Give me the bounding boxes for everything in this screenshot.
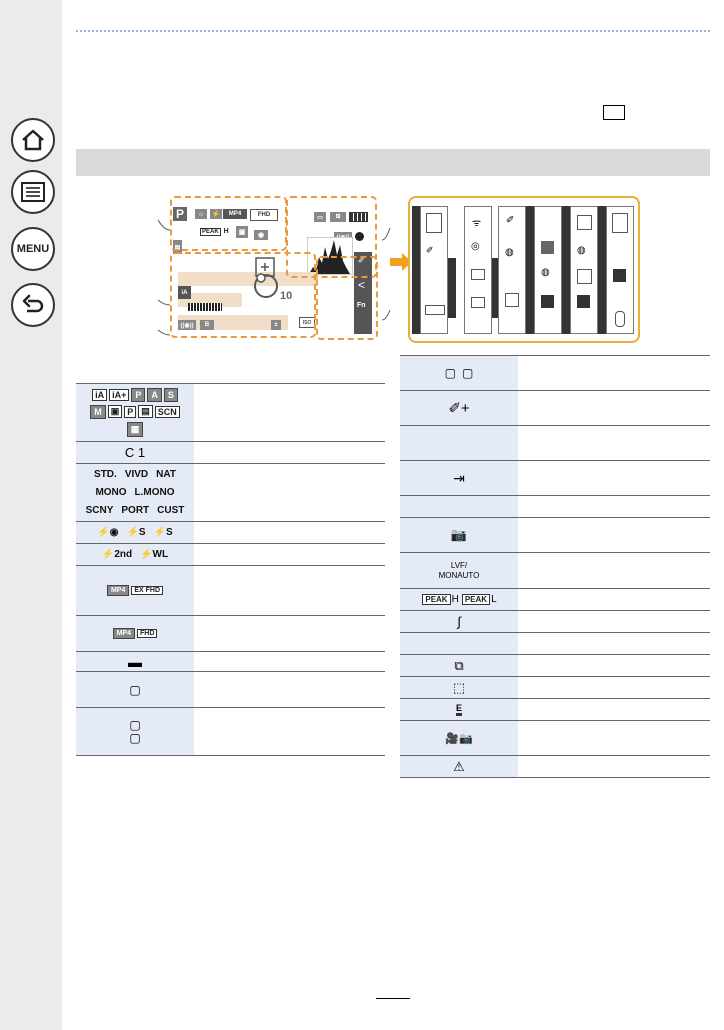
touch-tab-6[interactable] [606, 206, 634, 334]
table-row: ✐+ [400, 391, 710, 426]
rec-format-icon: MP4 [223, 209, 247, 219]
sidebar [0, 0, 62, 1030]
callout-lines [150, 210, 400, 340]
table-row: ⚠ [400, 756, 710, 778]
page-number-rule [376, 998, 410, 999]
table-row: ⬚ [400, 677, 710, 699]
table-row: MP4 FHD [76, 616, 385, 652]
peaking-level: H [223, 228, 229, 235]
table-row: ⇥ [400, 461, 710, 496]
table-row: ▢ [76, 672, 385, 708]
table-row: C 1 [76, 442, 385, 464]
menu-icon: MENU [16, 243, 50, 255]
section-heading-bar [76, 149, 710, 176]
touch-tab-5[interactable]: ◍ [570, 206, 598, 334]
flash-icon: ⚡ [211, 211, 221, 218]
frame-icon [603, 105, 625, 120]
mode-icon: P [173, 207, 187, 221]
wb-icon: B [200, 320, 214, 330]
touch-tab-4[interactable]: ◍ [534, 206, 562, 334]
touch-tab-2[interactable]: ᯤ ◎ [464, 206, 492, 334]
hdr-icon: ((◉)) [178, 320, 196, 330]
iso-icon: iA [178, 286, 191, 299]
table-row: LVF/ MONAUTO [400, 553, 710, 589]
table-row: ⧉ [400, 655, 710, 677]
touch-tab-3[interactable]: ✐ ◍ [498, 206, 526, 334]
touch-tab-panel [408, 196, 640, 343]
back-arrow-icon [20, 293, 46, 317]
left-icon-table [76, 383, 385, 745]
table-row: ⚡◉ ⚡S ⚡S [76, 522, 385, 544]
table-row [400, 633, 710, 655]
shot-count: 10 [280, 290, 293, 302]
photo-style-icon: ☼ [195, 209, 207, 219]
exposure-icon: ± [271, 320, 281, 330]
table-row: ▬ [76, 652, 385, 672]
monitor-screen-illustration: P ☼ ⚡ MP4 FHD PEAK H ▣ ◉ ▤ ▭ ⧉ iA ((◉)) B ± 10 ✐ < Fn ISO [168, 196, 381, 340]
rec-quality-icon: FHD [250, 209, 278, 221]
right-icon-table [400, 355, 710, 774]
card-icon: ▤ [173, 240, 182, 254]
table-row: ⚡2nd ⚡WL [76, 544, 385, 566]
drive-mode-icon: ⧉ [330, 212, 346, 222]
table-row: PEAK H PEAK L [400, 589, 710, 611]
peaking-icon: PEAK [202, 229, 219, 235]
quality-icon: ◉ [254, 230, 268, 240]
list-icon [20, 181, 46, 203]
aspect-icon: ▭ [314, 212, 326, 222]
table-row [400, 426, 710, 461]
table-row: ▢ ▢ [400, 356, 710, 391]
table-row: ∫ [400, 611, 710, 633]
home-icon [20, 127, 46, 153]
picture-size-icon: ▣ [236, 226, 248, 238]
table-row [400, 496, 710, 518]
contents-button[interactable] [11, 170, 55, 214]
table-row: MP4 EX FHD [76, 566, 385, 616]
touch-tab-1[interactable]: ✐ [420, 206, 448, 334]
table-row: 📷 [400, 518, 710, 553]
header-dotted-rule [76, 30, 710, 35]
back-button[interactable] [11, 283, 55, 327]
menu-button[interactable] [11, 227, 55, 271]
table-row: E [400, 699, 710, 721]
table-row: ▢ ▢ [76, 708, 385, 756]
table-row: 🎥📷 [400, 721, 710, 756]
iso-label-icon: ISO [299, 317, 315, 328]
home-button[interactable] [11, 118, 55, 162]
table-row: STD. VIVD NAT MONO L.MONO SCNY PORT CUST [76, 464, 385, 522]
table-row: iA iA+ P A S M ▣ P ▤ SCN ▦ [76, 384, 385, 442]
